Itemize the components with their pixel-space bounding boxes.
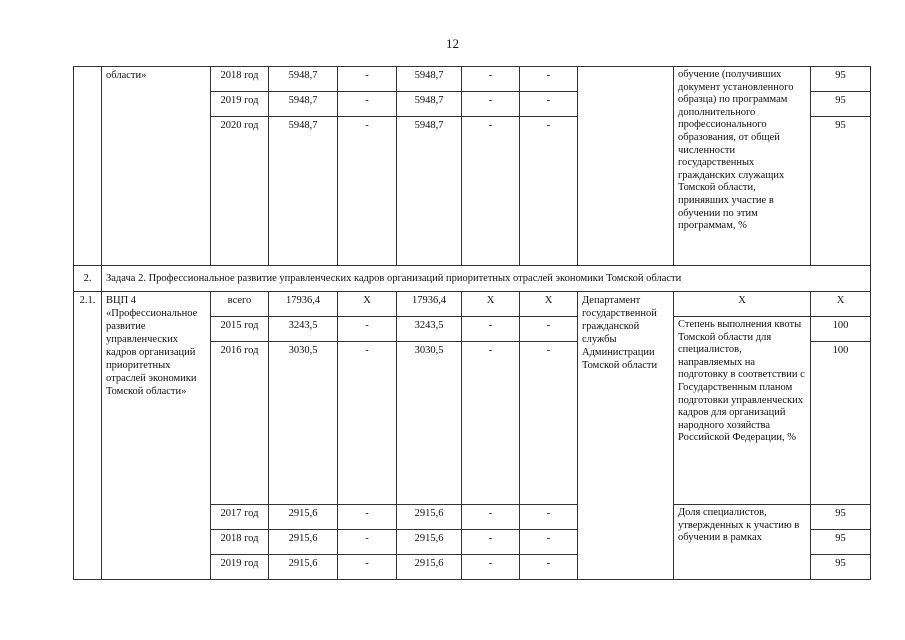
municipal-cell: -	[462, 505, 520, 530]
total-cell: 2915,6	[269, 505, 338, 530]
other-cell: -	[520, 67, 578, 92]
regional-cell: 17936,4	[397, 292, 462, 317]
municipal-cell: -	[462, 67, 520, 92]
total-cell: 2915,6	[269, 530, 338, 555]
other-cell: -	[520, 555, 578, 580]
municipal-cell: -	[462, 555, 520, 580]
year-cell: 2017 год	[211, 505, 269, 530]
federal-cell: -	[338, 530, 397, 555]
federal-cell: -	[338, 92, 397, 117]
row-number: 2.1.	[74, 292, 102, 580]
task-title: Задача 2. Профессиональное развитие управленческих кадров организаций приоритетных отраслей экономики Томской области	[102, 266, 871, 292]
activity-name: ВЦП 4 «Профессиональное развитие управленческих кадров организаций приоритетных отраслей экономики Томской области»	[102, 292, 211, 580]
table-row	[74, 292, 871, 317]
federal-cell: -	[338, 342, 397, 505]
regional-cell: 3243,5	[397, 317, 462, 342]
regional-cell: 3030,5	[397, 342, 462, 505]
executor-cell	[578, 67, 674, 266]
indicator-value: 100	[811, 342, 871, 505]
indicator-text: X	[674, 292, 811, 317]
year-cell: 2015 год	[211, 317, 269, 342]
row-number	[74, 67, 102, 266]
executor-cell: Департамент государственной гражданской службы Администрации Томской области	[578, 292, 674, 580]
regional-cell: 5948,7	[397, 117, 462, 266]
indicator-value: 95	[811, 555, 871, 580]
activity-name: области»	[102, 67, 211, 266]
other-cell: -	[520, 505, 578, 530]
federal-cell: -	[338, 505, 397, 530]
table-row	[74, 67, 871, 92]
year-cell: 2019 год	[211, 555, 269, 580]
indicator-text: Доля специалистов, утвержденных к участию в обучении в рамках	[674, 505, 811, 580]
other-cell: -	[520, 317, 578, 342]
indicator-value: X	[811, 292, 871, 317]
indicator-value: 95	[811, 530, 871, 555]
municipal-cell: -	[462, 117, 520, 266]
year-cell: 2020 год	[211, 117, 269, 266]
page-number: 12	[446, 36, 459, 51]
other-cell: -	[520, 92, 578, 117]
task-number: 2.	[74, 266, 102, 292]
federal-cell: -	[338, 67, 397, 92]
year-cell: 2016 год	[211, 342, 269, 505]
regional-cell: 2915,6	[397, 530, 462, 555]
year-cell: 2018 год	[211, 530, 269, 555]
indicator-value: 95	[811, 92, 871, 117]
regional-cell: 2915,6	[397, 555, 462, 580]
other-cell: -	[520, 530, 578, 555]
total-cell: 3030,5	[269, 342, 338, 505]
year-cell: всего	[211, 292, 269, 317]
regional-cell: 2915,6	[397, 505, 462, 530]
year-cell: 2018 год	[211, 67, 269, 92]
program-table	[73, 66, 871, 580]
total-cell: 3243,5	[269, 317, 338, 342]
regional-cell: 5948,7	[397, 92, 462, 117]
municipal-cell: -	[462, 530, 520, 555]
indicator-text: Степень выполнения квоты Томской области для специалистов, направляемых на подготовку в соответствии с Государственным планом подготовки управленческих кадров для организаций народного хозяйства Российской Федерации, %	[674, 317, 811, 505]
municipal-cell: -	[462, 92, 520, 117]
indicator-value: 95	[811, 505, 871, 530]
other-cell: -	[520, 117, 578, 266]
indicator-value: 100	[811, 317, 871, 342]
other-cell: X	[520, 292, 578, 317]
municipal-cell: X	[462, 292, 520, 317]
total-cell: 2915,6	[269, 555, 338, 580]
municipal-cell: -	[462, 317, 520, 342]
task-row	[74, 266, 871, 292]
federal-cell: -	[338, 317, 397, 342]
year-cell: 2019 год	[211, 92, 269, 117]
indicator-text: обучение (получивших документ установленного образца) по программам дополнительного профессионального образования, от общей численности государственных гражданских служащих Томской области, принявших участие в обучении по этим программам, %	[674, 67, 811, 266]
indicator-value: 95	[811, 67, 871, 92]
total-cell: 5948,7	[269, 92, 338, 117]
federal-cell: -	[338, 117, 397, 266]
federal-cell: -	[338, 555, 397, 580]
other-cell: -	[520, 342, 578, 505]
federal-cell: X	[338, 292, 397, 317]
total-cell: 5948,7	[269, 117, 338, 266]
total-cell: 17936,4	[269, 292, 338, 317]
municipal-cell: -	[462, 342, 520, 505]
indicator-value: 95	[811, 117, 871, 266]
total-cell: 5948,7	[269, 67, 338, 92]
regional-cell: 5948,7	[397, 67, 462, 92]
